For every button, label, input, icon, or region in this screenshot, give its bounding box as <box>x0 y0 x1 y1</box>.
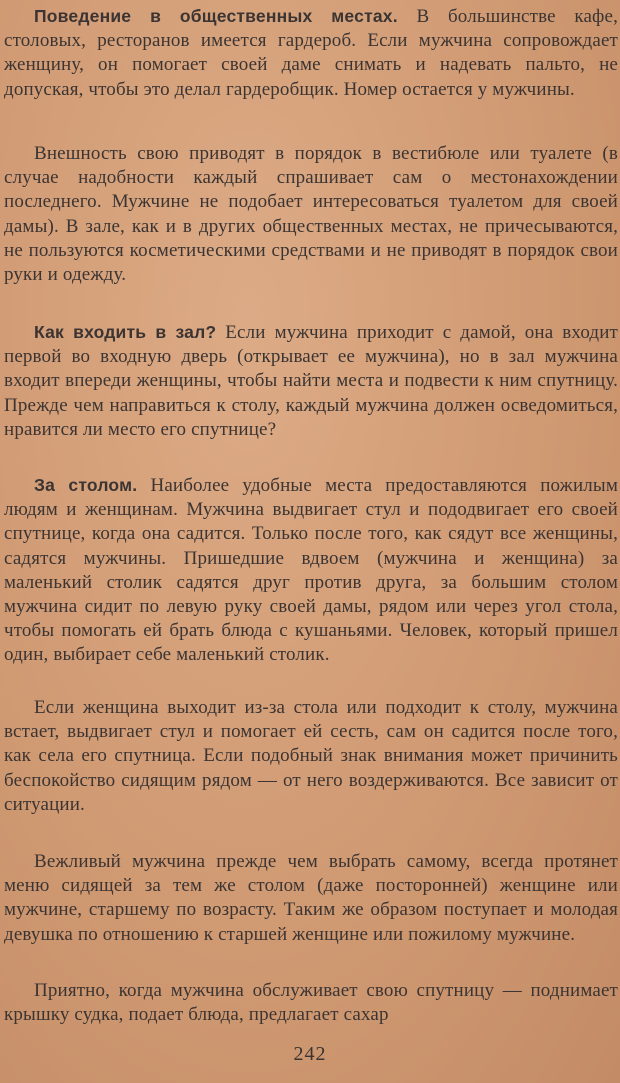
paragraph-text: Наиболее удобные места предоставляются пожилым людям и женщинам. Мужчина выдвигает стул и пододвигает его своей спутнице, когда она садится. Только после того, как сядут все женщины, садятся мужчины. Пришедшие вдвоем (мужчина и женщина) за маленький столик садятся друг против друга, за большим столом мужчина сидит по левую руку своей дамы, рядом или через угол стола, чтобы помогать ей брать блюда с кушаньями. Человек, который пришел один, выбирает себе маленький столик. <box>4 475 619 666</box>
paragraph-serving <box>4 979 618 1027</box>
paragraph-text: Приятно, когда мужчина обслуживает свою спутницу — поднимает крышку судка, подает блюда, предлагает сахар <box>4 980 618 1026</box>
paragraph-text: Если женщина выходит из-за стола или подходит к столу, мужчина встает, выдвигает стул и помогает ей сесть, сам он садится после того, как села его спутница. Если подобный знак внимания может причинить беспокойство сидящим рядом — от него воздерживаются. Все зависит от ситуации. <box>4 697 618 815</box>
paragraph-text: Внешность свою приводят в порядок в вестибюле или туалете (в случае надобности каждый спрашивает сам о местонахождении последнего. Мужчине не подобает интересоваться туалетом для своей дамы). В зале, как и в других общественных местах, не причесываются, не пользуются косметическими средствами и не приводят в порядок свои руки и одежду. <box>4 143 618 286</box>
section-heading-at-table: За столом. <box>34 475 138 495</box>
paragraph-appearance <box>4 142 618 287</box>
page-number: 242 <box>293 1043 327 1065</box>
paragraph-text: В большинстве кафе, столовых, ресторанов имеется гардероб. Если мужчина сопровождает женщину, он помогает своей даме снимать и надевать пальто, не допуская, чтобы это делал гардеробщик. Номер остается у мужчины. <box>4 6 619 100</box>
paragraph-text: Вежливый мужчина прежде чем выбрать самому, всегда протянет меню сидящей за тем же столом (даже посторонней) женщине или мужчине, старшему по возрасту. Таким же образом поступает и молодая девушка по отношению к старшей женщине или пожилому мужчине. <box>4 851 618 945</box>
paragraph-cloakroom <box>4 4 618 102</box>
paragraph-at-table <box>4 473 618 668</box>
paragraph-leaving-table <box>4 696 618 817</box>
paragraph-menu <box>4 850 618 947</box>
section-heading-public-places: Поведение в общественных местах. <box>34 6 398 26</box>
paragraph-text: Если мужчина приходит с дамой, она входит первой во входную дверь (открывает ее мужчина), но в зал мужчина входит впереди женщины, чтобы найти места и подвести к ним спутницу. Прежде чем направиться к столу, каждый мужчина должен осведомиться, нравится ли место его спутнице? <box>4 322 619 440</box>
section-heading-entering-hall: Как входить в зал? <box>34 322 217 342</box>
paragraph-entering-hall <box>4 320 618 442</box>
